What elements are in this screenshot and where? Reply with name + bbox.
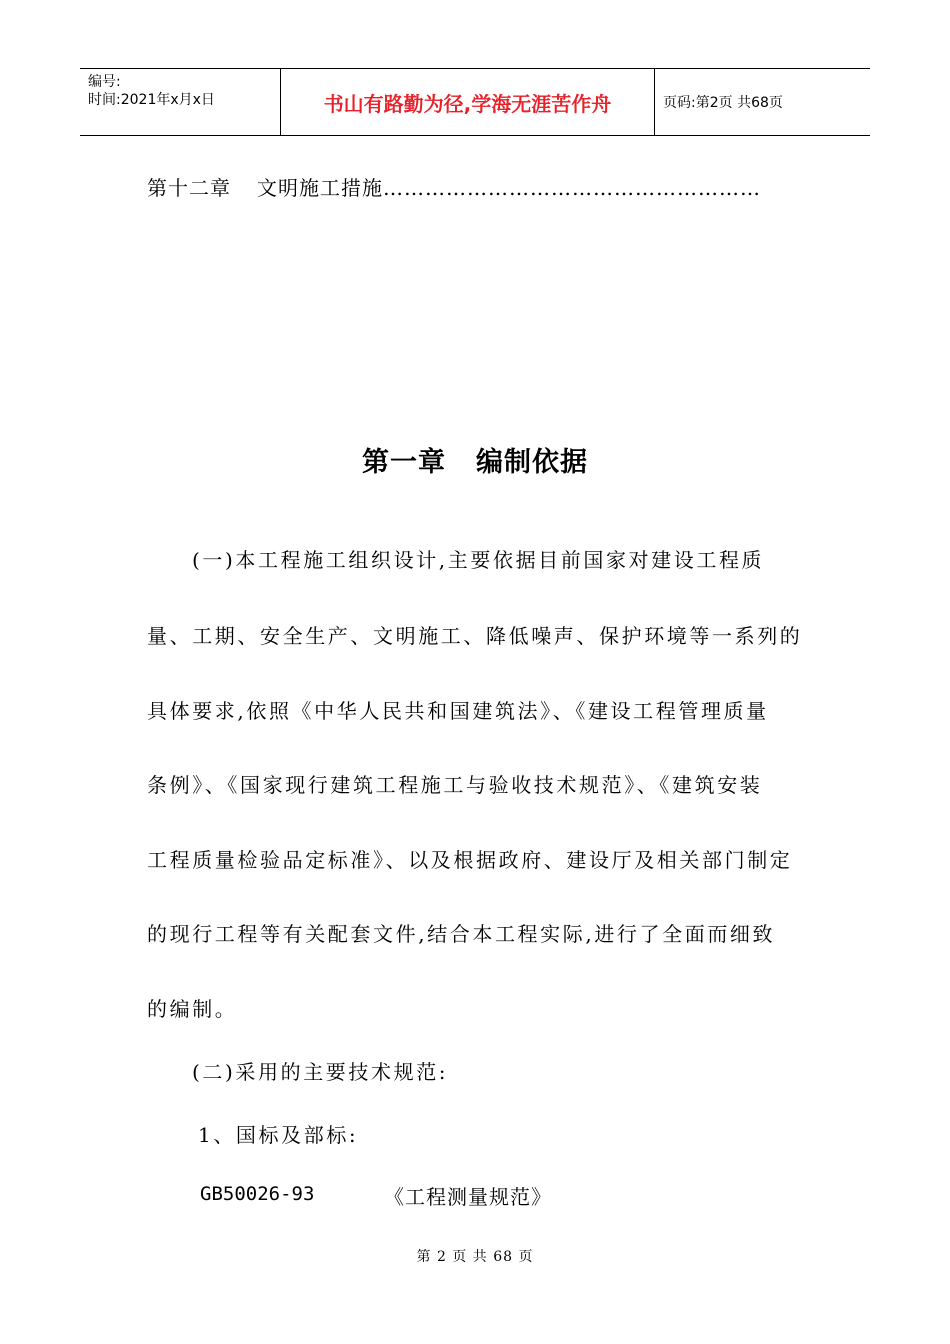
paragraph-heading: (二)采用的主要技术规范:	[192, 1060, 449, 1084]
standard-code: GB50026-93	[200, 1183, 315, 1205]
paragraph-line: 的现行工程等有关配套文件,结合本工程实际,进行了全面而细致	[147, 922, 776, 946]
chapter-number: 第一章	[362, 447, 446, 478]
chapter-heading	[0, 440, 950, 479]
toc-entry	[147, 172, 761, 201]
page-header	[80, 68, 870, 136]
page-footer: 第 2 页 共 68 页	[416, 1249, 534, 1265]
header-number-label: 编号:	[88, 74, 121, 90]
header-meta	[80, 69, 281, 135]
paragraph-line: 的编制。	[147, 997, 238, 1021]
header-page-info: 页码:第2页 共68页	[663, 95, 783, 111]
header-time-label: 时间:2021年x月x日	[88, 92, 215, 108]
paragraph-line: 条例》、《国家现行建筑工程施工与验收技术规范》、《建筑安装	[147, 773, 763, 797]
paragraph-line: 量、工期、安全生产、文明施工、降低噪声、保护环境等一系列的	[147, 624, 803, 648]
toc-title: 文明施工措施	[257, 176, 383, 200]
toc-leader: ………………………………………………	[383, 176, 761, 200]
header-motto: 书山有路勤为径,学海无涯苦作舟	[281, 69, 655, 135]
paragraph-line: (一)本工程施工组织设计,主要依据目前国家对建设工程质	[192, 548, 765, 572]
standard-name: 《工程测量规范》	[384, 1185, 552, 1209]
paragraph-line: 工程质量检验品定标准》、以及根据政府、建设厅及相关部门制定	[147, 848, 793, 872]
paragraph-line: 具体要求,依照《中华人民共和国建筑法》、《建设工程管理质量	[147, 699, 769, 723]
toc-chapter: 第十二章	[147, 176, 231, 200]
list-item-heading: 1、国标及部标:	[198, 1123, 359, 1147]
chapter-title: 编制依据	[476, 447, 588, 478]
